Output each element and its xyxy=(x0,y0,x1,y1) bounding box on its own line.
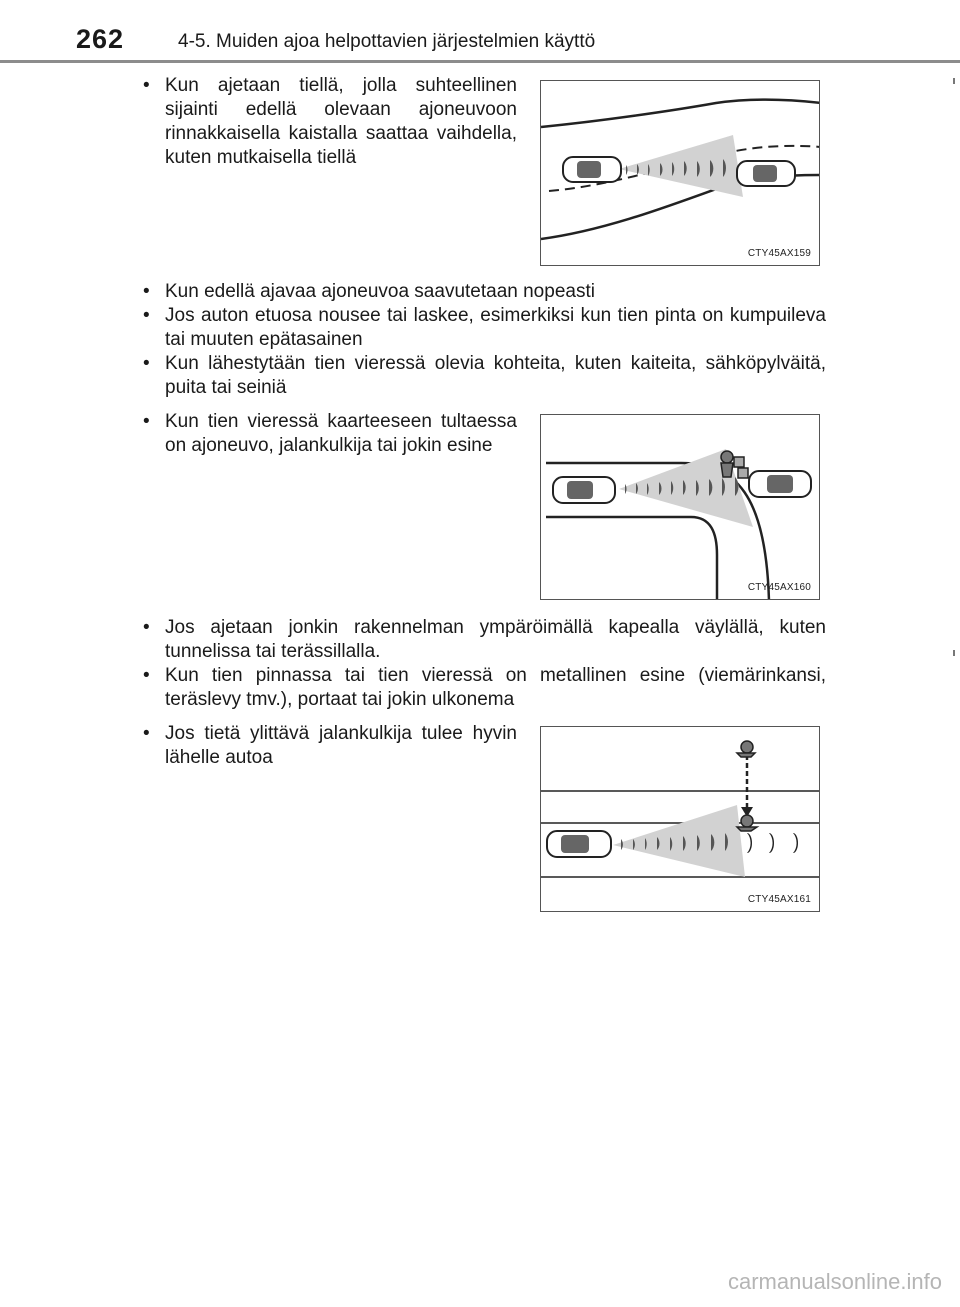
parked-car-icon xyxy=(749,471,811,497)
figure-code: CTY45AX161 xyxy=(747,894,811,905)
figure-code: CTY45AX159 xyxy=(747,248,811,259)
bullet-text: Kun ajetaan tiellä, jolla suhteellinen sijainti edellä olevaan ajoneuvoon rinnakkaisella kaistalla saattaa vaihdella, kuten mutkaisella tiellä xyxy=(165,75,517,168)
bullet-marker: • xyxy=(143,305,150,326)
bullet-item xyxy=(143,616,826,664)
page-header xyxy=(0,0,960,62)
bullet-item xyxy=(143,722,517,770)
pedestrian-crossing-illustration xyxy=(541,727,820,912)
bullet-text: Jos tietä ylittävä jalankulkija tulee hyvin lähelle autoa xyxy=(165,723,517,768)
curve-obstacle-illustration xyxy=(541,415,820,600)
own-car-icon xyxy=(563,157,621,182)
bullet-marker: • xyxy=(143,723,150,744)
edge-mark xyxy=(953,650,955,656)
bullet-marker: • xyxy=(143,353,150,374)
bullet-text: Kun tien vieressä kaarteeseen tultaessa on ajoneuvo, jalankulkija tai jokin esine xyxy=(165,411,517,456)
bullet-item xyxy=(143,280,826,304)
footer-watermark: carmanualsonline.info xyxy=(727,1269,942,1294)
bullet-item xyxy=(143,74,517,170)
section-title: 4-5. Muiden ajoa helpottavien järjestelmien käyttö xyxy=(178,31,596,52)
bullet-text: Kun edellä ajavaa ajoneuvoa saavutetaan nopeasti xyxy=(165,281,595,302)
bullet-marker: • xyxy=(143,281,150,302)
page-number: 262 xyxy=(76,24,125,54)
pedestrian-icon xyxy=(721,451,733,477)
bullet-list-2 xyxy=(143,280,826,400)
bullet-marker: • xyxy=(143,665,150,686)
bullet-marker: • xyxy=(143,75,150,96)
bullet-marker: • xyxy=(143,617,150,638)
object-icon xyxy=(734,457,748,478)
winding-road-illustration xyxy=(541,81,820,266)
bullet-list-5 xyxy=(143,722,517,770)
figure-curve-obstacle xyxy=(540,414,820,600)
figure-pedestrian-crossing xyxy=(540,726,820,912)
bullet-text: Kun lähestytään tien vieressä olevia kohteita, kuten kaiteita, sähköpylväitä, puita tai seiniä xyxy=(165,353,826,398)
bullet-list-3 xyxy=(143,410,517,458)
bullet-list-1 xyxy=(143,74,517,170)
edge-mark xyxy=(953,78,955,84)
pedestrian-icon xyxy=(737,741,755,757)
figure-code: CTY45AX160 xyxy=(747,582,811,593)
lead-car-icon xyxy=(737,161,795,186)
bullet-text: Kun tien pinnassa tai tien vieressä on metallinen esine (viemärinkansi, teräslevy tmv.), portaat tai jokin ulkonema xyxy=(165,665,826,710)
bullet-marker: • xyxy=(143,411,150,432)
bullet-item xyxy=(143,664,826,712)
own-car-icon xyxy=(553,477,615,503)
figure-winding-road xyxy=(540,80,820,266)
bullet-item xyxy=(143,352,826,400)
header-rule xyxy=(0,60,960,63)
radar-beam xyxy=(619,449,753,527)
bullet-text: Jos ajetaan jonkin rakennelman ympäröimällä kapealla väylällä, kuten tunnelissa tai terässillalla. xyxy=(165,617,826,662)
bullet-list-4 xyxy=(143,616,826,712)
bullet-item xyxy=(143,304,826,352)
bullet-item xyxy=(143,410,517,458)
own-car-icon xyxy=(547,831,611,857)
bullet-text: Jos auton etuosa nousee tai laskee, esimerkiksi kun tien pinta on kumpuileva tai muuten epätasainen xyxy=(165,305,826,350)
